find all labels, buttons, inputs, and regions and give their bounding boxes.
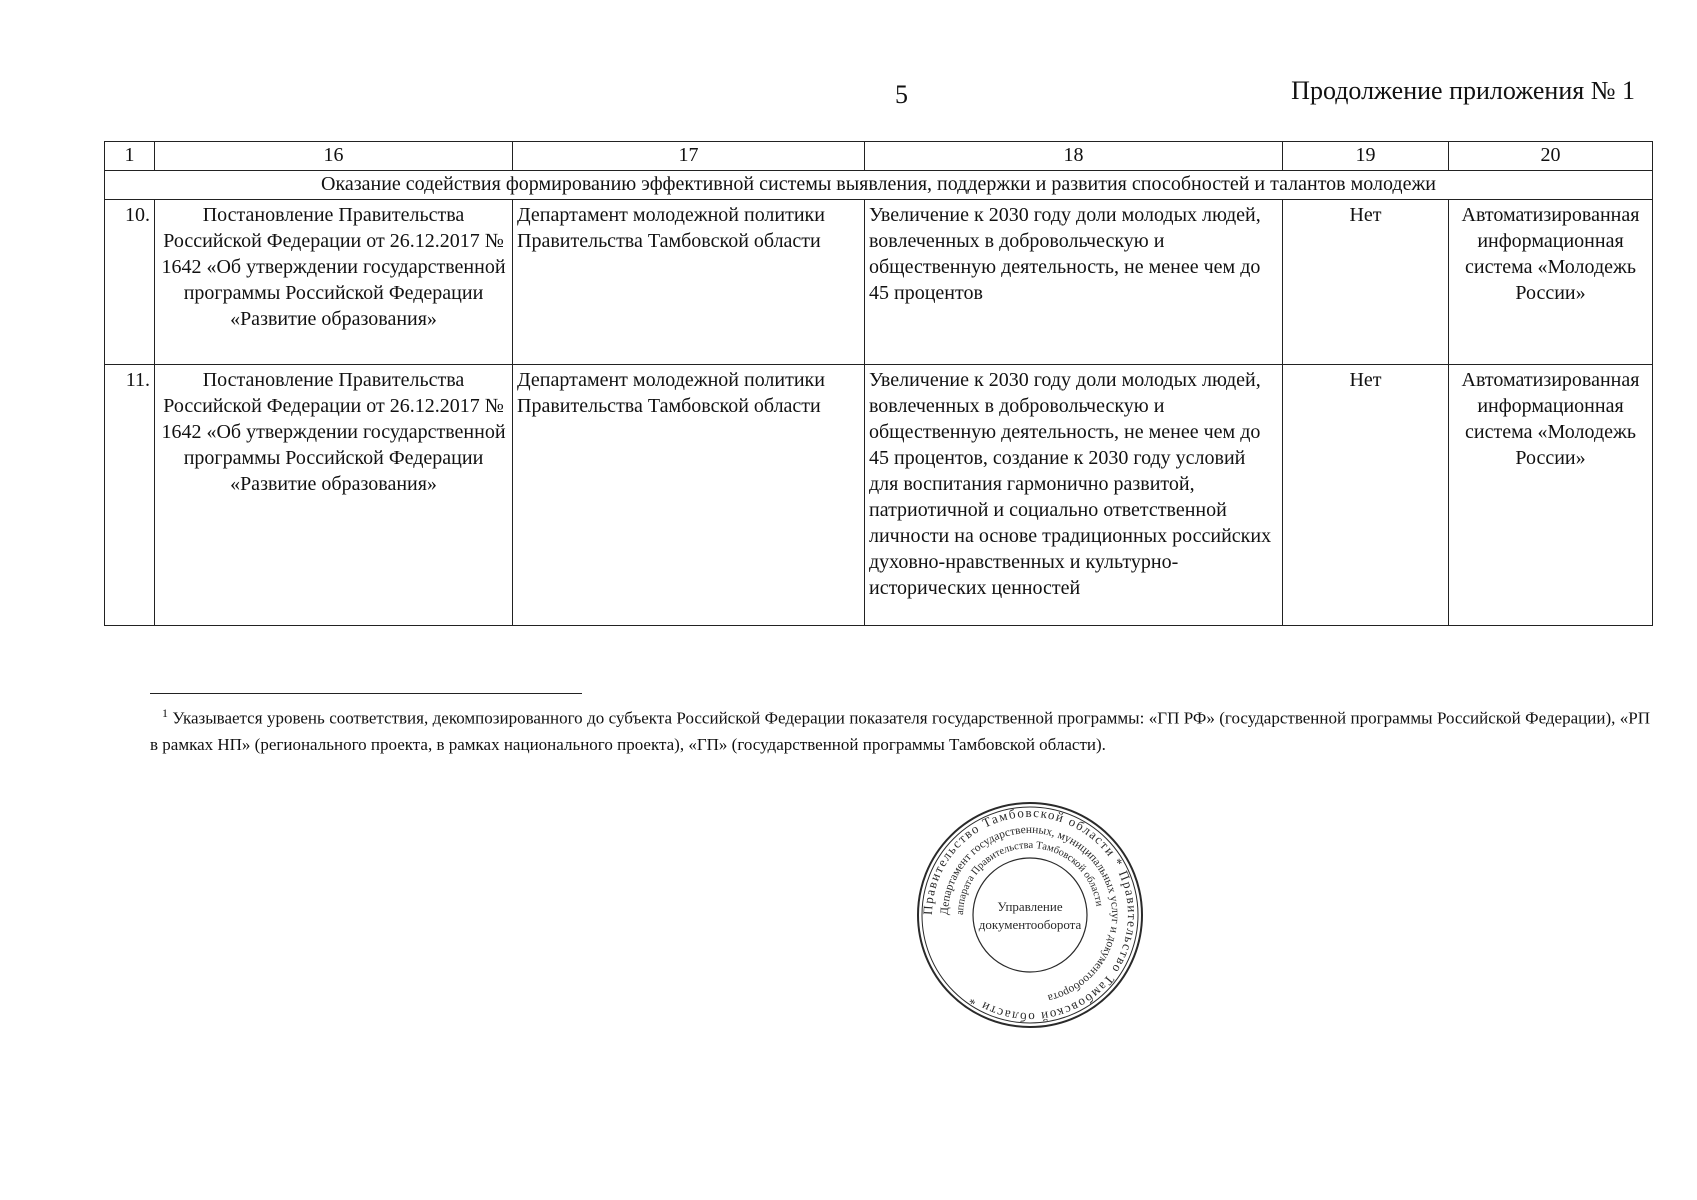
department-cell: Департамент молодежной политики Правительства Тамбовской области — [513, 200, 865, 365]
svg-text:документооборота: документооборота — [978, 917, 1082, 932]
footnote-text: Указывается уровень соответствия, декомпозированного до субъекта Российской Федерации показателя государственной программы: «ГП РФ» (государственной программы Российской Федерации), «РП в рамках НП» (регионального проекта, в рамках национального проекта), «ГП» (государственной программы Тамбовской области). — [150, 708, 1650, 754]
information-system-cell: Автоматизированная информационная система «Молодежь России» — [1449, 365, 1653, 626]
row-number: 10. — [105, 200, 155, 365]
department-cell: Департамент молодежной политики Правительства Тамбовской области — [513, 365, 865, 626]
continuation-label: Продолжение приложения № 1 — [1291, 76, 1635, 105]
flag-cell: Нет — [1283, 365, 1449, 626]
column-number: 19 — [1283, 142, 1449, 171]
section-title: Оказание содействия формированию эффективной системы выявления, поддержки и развития способностей и талантов молодежи — [105, 171, 1653, 200]
flag-cell: Нет — [1283, 200, 1449, 365]
stamp-seal-icon — [915, 800, 1145, 1030]
column-number-row — [105, 142, 1653, 171]
footnote-marker: 1 — [162, 706, 168, 720]
column-number: 17 — [513, 142, 865, 171]
svg-text:Правительство Тамбовской облас: Правительство Тамбовской области * Правительство Тамбовской области * — [919, 804, 1141, 1026]
row-number: 11. — [105, 365, 155, 626]
indicators-table — [104, 141, 1653, 626]
table-row — [105, 200, 1653, 365]
column-number: 16 — [155, 142, 513, 171]
footnote-divider — [150, 693, 582, 694]
column-number: 20 — [1449, 142, 1653, 171]
column-number: 18 — [865, 142, 1283, 171]
column-number: 1 — [105, 142, 155, 171]
page-number: 5 — [895, 80, 908, 109]
footnote — [150, 700, 1650, 758]
legal-act-cell: Постановление Правительства Российской Федерации от 26.12.2017 № 1642 «Об утверждении государственной программы Российской Федерации «Развитие образования» — [155, 200, 513, 365]
goal-cell: Увеличение к 2030 году доли молодых людей, вовлеченных в добровольческую и общественную деятельность, не менее чем до 45 процентов — [865, 200, 1283, 365]
legal-act-cell: Постановление Правительства Российской Федерации от 26.12.2017 № 1642 «Об утверждении государственной программы Российской Федерации «Развитие образования» — [155, 365, 513, 626]
svg-text:Департамент государственных, м: Департамент государственных, муниципальных услуг и документооборота — [938, 823, 1122, 1004]
official-stamp — [915, 800, 1145, 1030]
goal-cell: Увеличение к 2030 году доли молодых людей, вовлеченных в добровольческую и общественную деятельность, не менее чем до 45 процентов, создание к 2030 году условий для воспитания гармонично развитой, патриотичной и социально ответственной личности на основе традиционных российских духовно-нравственных и культурно-исторических ценностей — [865, 365, 1283, 626]
svg-text:Управление: Управление — [997, 899, 1063, 914]
svg-text:аппарата Правительства Тамбовс: аппарата Правительства Тамбовской области — [954, 839, 1105, 916]
section-row — [105, 171, 1653, 200]
table-row — [105, 365, 1653, 626]
information-system-cell: Автоматизированная информационная система «Молодежь России» — [1449, 200, 1653, 365]
